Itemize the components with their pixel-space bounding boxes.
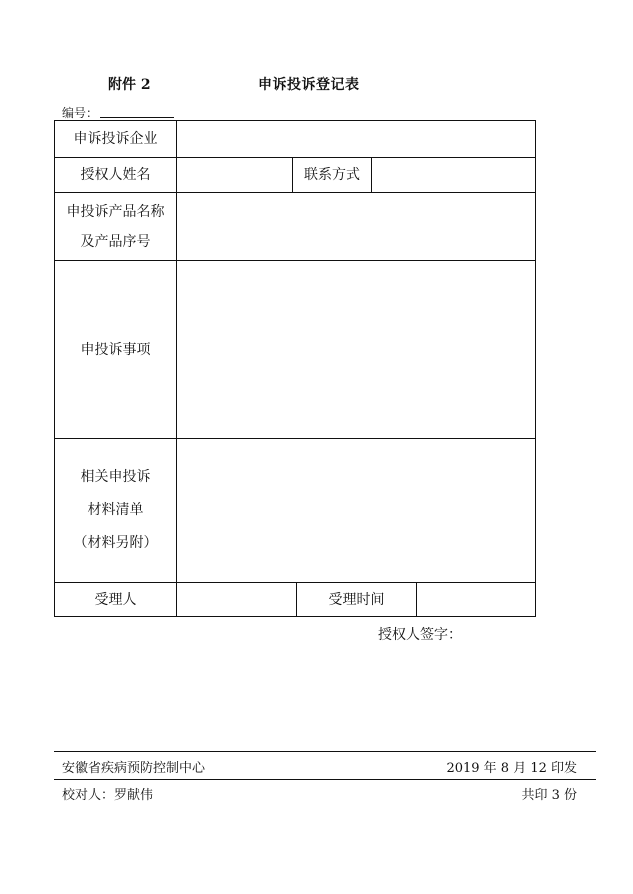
authorized-name-label: 授权人姓名 xyxy=(55,158,177,193)
table-row xyxy=(55,121,536,158)
receiver-field[interactable] xyxy=(177,583,297,617)
footer-top-rule xyxy=(54,751,596,752)
attachment-label: 附件 2 xyxy=(108,77,151,93)
footer-proofreader: 校对人：罗献伟 xyxy=(62,788,154,803)
footer-middle-rule xyxy=(54,779,596,780)
contact-field[interactable] xyxy=(372,158,536,193)
product-field[interactable] xyxy=(177,193,536,261)
materials-label xyxy=(55,439,177,583)
footer-issue-date: 2019 年 8 月 12 印发 xyxy=(446,761,577,776)
table-row xyxy=(55,439,536,583)
enterprise-label: 申诉投诉企业 xyxy=(55,121,177,158)
product-label-line2: 及产品序号 xyxy=(80,233,151,250)
contact-label: 联系方式 xyxy=(293,158,372,193)
footer-organization: 安徽省疾病预防控制中心 xyxy=(62,761,206,776)
materials-field[interactable] xyxy=(177,439,536,583)
registration-table xyxy=(54,120,536,617)
product-label xyxy=(55,193,177,261)
receiver-label: 受理人 xyxy=(55,583,177,617)
signature-label: 授权人签字： xyxy=(378,627,462,643)
product-label-line1: 申投诉产品名称 xyxy=(66,203,165,220)
matter-label: 申投诉事项 xyxy=(55,261,177,439)
receive-time-label: 受理时间 xyxy=(297,583,417,617)
receive-time-field[interactable] xyxy=(417,583,536,617)
table-row xyxy=(55,158,536,193)
materials-label-line3: （材料另附） xyxy=(73,535,158,551)
matter-field[interactable] xyxy=(177,261,536,439)
footer-copies: 共印 3 份 xyxy=(521,788,577,803)
number-field-line[interactable] xyxy=(100,117,174,118)
table-row xyxy=(55,193,536,261)
table-row xyxy=(55,261,536,439)
table-row xyxy=(55,583,536,617)
form-title: 申诉投诉登记表 xyxy=(258,77,360,93)
materials-label-line2: 材料清单 xyxy=(87,502,144,518)
authorized-name-field[interactable] xyxy=(177,158,293,193)
number-label: 编号： xyxy=(62,106,99,120)
materials-label-line1: 相关申投诉 xyxy=(80,469,151,485)
enterprise-field[interactable] xyxy=(177,121,536,158)
